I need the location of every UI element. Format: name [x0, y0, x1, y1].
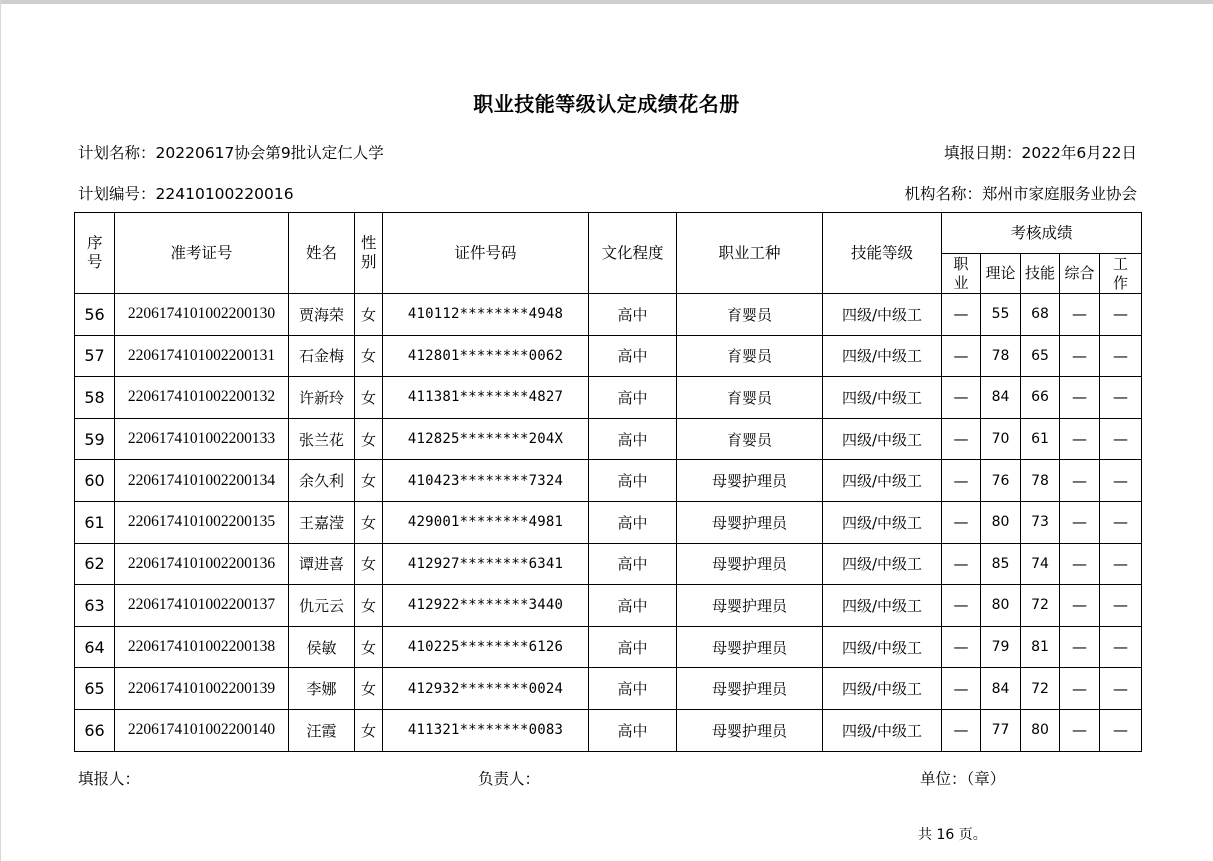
cell-job: 母婴护理员 — [677, 501, 823, 543]
cell-job: 母婴护理员 — [677, 543, 823, 585]
cell-s5: — — [1100, 585, 1142, 627]
fill-date-label: 填报日期： — [943, 144, 1022, 162]
cell-s5: — — [1100, 543, 1142, 585]
cell-level: 四级/中级工 — [823, 585, 942, 627]
cell-level: 四级/中级工 — [823, 335, 942, 377]
cell-seq: 60 — [75, 460, 115, 502]
cell-id-no: 410112********4948 — [383, 294, 589, 336]
cell-theory: 79 — [981, 626, 1021, 668]
cell-s5: — — [1100, 501, 1142, 543]
cell-level: 四级/中级工 — [823, 668, 942, 710]
cell-s4: — — [1060, 294, 1100, 336]
cell-s1: — — [942, 585, 981, 627]
cell-job: 母婴护理员 — [677, 709, 823, 751]
plan-code — [78, 182, 294, 204]
cell-exam-no: 2206174101002200134 — [115, 460, 289, 502]
table-row — [75, 335, 1142, 377]
cell-gender: 女 — [355, 668, 383, 710]
cell-education: 高中 — [589, 668, 677, 710]
cell-s5: — — [1100, 377, 1142, 419]
cell-education: 高中 — [589, 585, 677, 627]
plan-name-label: 计划名称： — [78, 144, 156, 162]
cell-s5: — — [1100, 709, 1142, 751]
cell-theory: 84 — [981, 377, 1021, 419]
header-gender: 性别 — [355, 213, 383, 294]
org-name — [904, 182, 1137, 204]
header-scores: 考核成绩 — [942, 213, 1142, 254]
cell-education: 高中 — [589, 543, 677, 585]
cell-seq: 62 — [75, 543, 115, 585]
table-row — [75, 668, 1142, 710]
cell-s5: — — [1100, 418, 1142, 460]
cell-seq: 59 — [75, 418, 115, 460]
cell-s5: — — [1100, 335, 1142, 377]
cell-seq: 63 — [75, 585, 115, 627]
table-row — [75, 626, 1142, 668]
header-job: 职业工种 — [677, 213, 823, 294]
cell-name: 余久利 — [289, 460, 355, 502]
cell-theory: 77 — [981, 709, 1021, 751]
cell-id-no: 429001********4981 — [383, 501, 589, 543]
cell-education: 高中 — [589, 335, 677, 377]
cell-s1: — — [942, 335, 981, 377]
cell-skill: 66 — [1021, 377, 1060, 419]
page-edge — [0, 0, 1, 861]
plan-code-label: 计划编号： — [78, 185, 156, 203]
cell-exam-no: 2206174101002200137 — [115, 585, 289, 627]
cell-id-no: 410225********6126 — [383, 626, 589, 668]
cell-s5: — — [1100, 626, 1142, 668]
cell-gender: 女 — [355, 377, 383, 419]
fill-date-value: 2022年6月22日 — [1021, 144, 1137, 162]
cell-s4: — — [1060, 626, 1100, 668]
page-count: 共 16 页。 — [918, 827, 987, 843]
cell-s1: — — [942, 377, 981, 419]
cell-exam-no: 2206174101002200130 — [115, 294, 289, 336]
cell-level: 四级/中级工 — [823, 294, 942, 336]
footer-unit: 单位：（章） — [920, 770, 1006, 788]
cell-skill: 68 — [1021, 294, 1060, 336]
cell-skill: 65 — [1021, 335, 1060, 377]
cell-id-no: 412932********0024 — [383, 668, 589, 710]
cell-id-no: 412801********0062 — [383, 335, 589, 377]
cell-gender: 女 — [355, 294, 383, 336]
cell-level: 四级/中级工 — [823, 709, 942, 751]
cell-theory: 76 — [981, 460, 1021, 502]
cell-s1: — — [942, 668, 981, 710]
cell-education: 高中 — [589, 418, 677, 460]
header-name: 姓名 — [289, 213, 355, 294]
cell-name: 贾海荣 — [289, 294, 355, 336]
header-exam-no: 准考证号 — [115, 213, 289, 294]
cell-theory: 80 — [981, 501, 1021, 543]
cell-name: 王嘉滢 — [289, 501, 355, 543]
cell-skill: 72 — [1021, 668, 1060, 710]
score-roster-table — [74, 212, 1142, 752]
cell-exam-no: 2206174101002200131 — [115, 335, 289, 377]
table-row — [75, 294, 1142, 336]
cell-seq: 66 — [75, 709, 115, 751]
footer-filler: 填报人： — [78, 770, 141, 788]
cell-level: 四级/中级工 — [823, 501, 942, 543]
cell-name: 侯敏 — [289, 626, 355, 668]
cell-id-no: 411381********4827 — [383, 377, 589, 419]
cell-seq: 57 — [75, 335, 115, 377]
cell-gender: 女 — [355, 501, 383, 543]
cell-education: 高中 — [589, 501, 677, 543]
cell-level: 四级/中级工 — [823, 460, 942, 502]
table-row — [75, 418, 1142, 460]
cell-gender: 女 — [355, 418, 383, 460]
cell-s1: — — [942, 543, 981, 585]
cell-name: 仇元云 — [289, 585, 355, 627]
cell-s4: — — [1060, 418, 1100, 460]
org-name-value: 郑州市家庭服务业协会 — [981, 185, 1137, 203]
cell-s1: — — [942, 460, 981, 502]
cell-name: 张兰花 — [289, 418, 355, 460]
cell-theory: 80 — [981, 585, 1021, 627]
cell-s5: — — [1100, 668, 1142, 710]
cell-education: 高中 — [589, 460, 677, 502]
header-sub-5: 工作 — [1100, 254, 1142, 294]
cell-seq: 61 — [75, 501, 115, 543]
cell-gender: 女 — [355, 543, 383, 585]
cell-s4: — — [1060, 335, 1100, 377]
table-row — [75, 377, 1142, 419]
cell-s4: — — [1060, 377, 1100, 419]
cell-exam-no: 2206174101002200138 — [115, 626, 289, 668]
cell-level: 四级/中级工 — [823, 626, 942, 668]
cell-job: 育婴员 — [677, 418, 823, 460]
footer-responsible: 负责人： — [478, 770, 541, 788]
cell-theory: 84 — [981, 668, 1021, 710]
cell-name: 许新玲 — [289, 377, 355, 419]
cell-s4: — — [1060, 709, 1100, 751]
cell-seq: 65 — [75, 668, 115, 710]
cell-gender: 女 — [355, 709, 383, 751]
cell-name: 谭进喜 — [289, 543, 355, 585]
plan-name-value: 20220617协会第9批认定仁人学 — [155, 144, 384, 162]
cell-job: 母婴护理员 — [677, 460, 823, 502]
cell-s4: — — [1060, 668, 1100, 710]
plan-code-value: 22410100220016 — [155, 185, 294, 203]
header-sub-1: 职业 — [942, 254, 981, 294]
cell-education: 高中 — [589, 626, 677, 668]
cell-job: 育婴员 — [677, 335, 823, 377]
cell-name: 石金梅 — [289, 335, 355, 377]
cell-seq: 64 — [75, 626, 115, 668]
header-id-no: 证件号码 — [383, 213, 589, 294]
cell-seq: 58 — [75, 377, 115, 419]
cell-name: 汪霞 — [289, 709, 355, 751]
table-row — [75, 585, 1142, 627]
cell-skill: 74 — [1021, 543, 1060, 585]
cell-education: 高中 — [589, 294, 677, 336]
cell-s5: — — [1100, 460, 1142, 502]
cell-id-no: 412825********204X — [383, 418, 589, 460]
cell-level: 四级/中级工 — [823, 418, 942, 460]
cell-skill: 80 — [1021, 709, 1060, 751]
page-title: 职业技能等级认定成绩花名册 — [473, 92, 740, 116]
cell-exam-no: 2206174101002200132 — [115, 377, 289, 419]
cell-theory: 85 — [981, 543, 1021, 585]
table-row — [75, 501, 1142, 543]
cell-level: 四级/中级工 — [823, 377, 942, 419]
cell-skill: 61 — [1021, 418, 1060, 460]
header-sub-skill: 技能 — [1021, 254, 1060, 294]
cell-s4: — — [1060, 501, 1100, 543]
header-level: 技能等级 — [823, 213, 942, 294]
cell-theory: 55 — [981, 294, 1021, 336]
cell-job: 母婴护理员 — [677, 585, 823, 627]
header-education: 文化程度 — [589, 213, 677, 294]
cell-gender: 女 — [355, 460, 383, 502]
table-row — [75, 543, 1142, 585]
cell-skill: 81 — [1021, 626, 1060, 668]
top-edge — [0, 0, 1213, 4]
cell-job: 育婴员 — [677, 294, 823, 336]
cell-gender: 女 — [355, 335, 383, 377]
plan-name — [78, 141, 384, 163]
cell-s4: — — [1060, 460, 1100, 502]
cell-id-no: 411321********0083 — [383, 709, 589, 751]
cell-job: 母婴护理员 — [677, 668, 823, 710]
header-sub-combined: 综合 — [1060, 254, 1100, 294]
cell-exam-no: 2206174101002200135 — [115, 501, 289, 543]
cell-id-no: 410423********7324 — [383, 460, 589, 502]
cell-s5: — — [1100, 294, 1142, 336]
cell-s1: — — [942, 418, 981, 460]
cell-s4: — — [1060, 585, 1100, 627]
table-row — [75, 460, 1142, 502]
cell-gender: 女 — [355, 585, 383, 627]
cell-name: 李娜 — [289, 668, 355, 710]
cell-exam-no: 2206174101002200133 — [115, 418, 289, 460]
cell-job: 育婴员 — [677, 377, 823, 419]
cell-education: 高中 — [589, 377, 677, 419]
org-name-label: 机构名称： — [904, 185, 982, 203]
cell-skill: 72 — [1021, 585, 1060, 627]
cell-s1: — — [942, 626, 981, 668]
table-row — [75, 709, 1142, 751]
cell-exam-no: 2206174101002200139 — [115, 668, 289, 710]
cell-theory: 78 — [981, 335, 1021, 377]
header-sub-theory: 理论 — [981, 254, 1021, 294]
cell-theory: 70 — [981, 418, 1021, 460]
cell-education: 高中 — [589, 709, 677, 751]
fill-date — [944, 141, 1137, 163]
cell-skill: 73 — [1021, 501, 1060, 543]
cell-s1: — — [942, 501, 981, 543]
cell-s1: — — [942, 294, 981, 336]
cell-id-no: 412927********6341 — [383, 543, 589, 585]
header-seq: 序号 — [75, 213, 115, 294]
cell-seq: 56 — [75, 294, 115, 336]
cell-skill: 78 — [1021, 460, 1060, 502]
cell-id-no: 412922********3440 — [383, 585, 589, 627]
cell-exam-no: 2206174101002200136 — [115, 543, 289, 585]
cell-level: 四级/中级工 — [823, 543, 942, 585]
cell-s1: — — [942, 709, 981, 751]
cell-gender: 女 — [355, 626, 383, 668]
cell-exam-no: 2206174101002200140 — [115, 709, 289, 751]
cell-job: 母婴护理员 — [677, 626, 823, 668]
cell-s4: — — [1060, 543, 1100, 585]
